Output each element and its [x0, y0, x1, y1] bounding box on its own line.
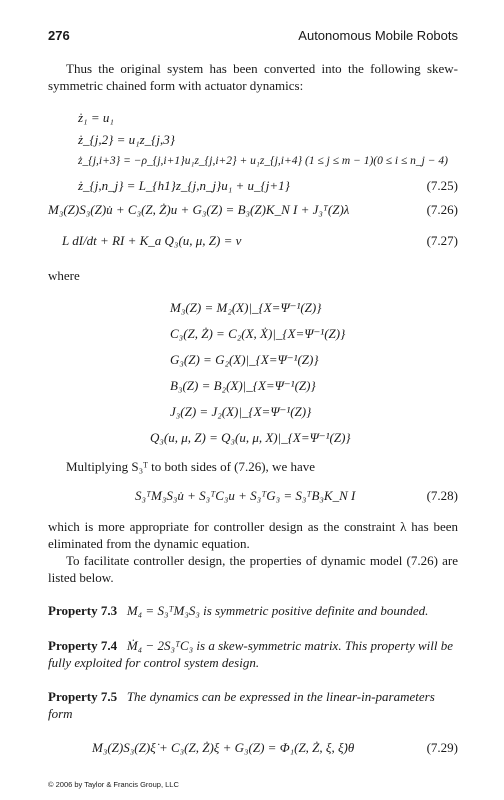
property-7-4-label: Property 7.4	[48, 638, 118, 653]
property-7-3-label: Property 7.3	[48, 603, 118, 618]
where-label: where	[48, 268, 80, 283]
equation-zj2: ż_{j,2} = u₁z_{j,3}	[78, 132, 175, 147]
definition-b3: B₃(Z) = B₂(X)|_{X=Ψ⁻¹(Z)}	[170, 378, 316, 393]
definition-j3: J₃(Z) = J₂(X)|_{X=Ψ⁻¹(Z)}	[170, 404, 312, 419]
copyright-footer: © 2006 by Taylor & Francis Group, LLC	[48, 780, 179, 789]
equation-7-28: S₃ᵀM₃S₃u̇ + S₃ᵀC₃u + S₃ᵀG₃ = S₃ᵀB₃K_N I	[135, 488, 356, 503]
property-7-3	[48, 602, 460, 619]
equation-number-7-26: (7.26)	[426, 202, 458, 217]
equation-number-7-29: (7.29)	[426, 740, 458, 755]
equation-7-26: M₃(Z)S₃(Z)u̇ + C₃(Z, Ż)u + G₃(Z) = B₃(Z)K_N I + J₃ᵀ(Z)λ	[48, 202, 350, 217]
running-title: Autonomous Mobile Robots	[298, 28, 458, 43]
definition-m3: M₃(Z) = M₂(X)|_{X=Ψ⁻¹(Z)}	[170, 300, 322, 315]
definition-g3: G₃(Z) = G₂(X)|_{X=Ψ⁻¹(Z)}	[170, 352, 319, 367]
after-paragraph-2: To facilitate controller design, the properties of dynamic model (7.26) are listed below.	[48, 553, 458, 585]
intro-paragraph: Thus the original system has been converted into the following skew-symmetric chained form with actuator dynamics:	[48, 61, 458, 93]
property-7-5-text: The dynamics can be expressed in the linear-in-parameters form	[48, 689, 435, 721]
equation-7-29: M₃(Z)S₃(Z)ξ̇ + C₃(Z, Ż)ξ + G₃(Z) = Φ₁(Z, Ż, ξ, ξ̇)θ	[92, 740, 355, 755]
equation-zjnj: ż_{j,n_j} = L_{h1}z_{j,n_j}u₁ + u_{j+1}	[78, 178, 290, 193]
equation-zji3: ż_{j,i+3} = −ρ_{j,i+1}u₁z_{j,i+2} + u₁z_{j,i+4} (1 ≤ j ≤ m − 1)(0 ≤ i ≤ n_j − 4)	[78, 155, 448, 167]
definition-q3: Q₃(u, μ, Z) = Q₃(u, μ, X)|_{X=Ψ⁻¹(Z)}	[150, 430, 351, 445]
page-number: 276	[48, 28, 70, 43]
equation-number-7-25: (7.25)	[426, 178, 458, 193]
equation-number-7-27: (7.27)	[426, 233, 458, 248]
property-7-5-label: Property 7.5	[48, 689, 118, 704]
property-7-4	[48, 637, 460, 671]
multiplying-text: Multiplying S₃ᵀ to both sides of (7.26), we have	[66, 459, 315, 474]
property-7-4-text: Ṁ₄ − 2S₃ᵀC₃ is a skew-symmetric matrix. This property will be fully exploited for control system design.	[48, 638, 454, 670]
definition-c3: C₃(Z, Ż) = C₂(X, Ẋ)|_{X=Ψ⁻¹(Z)}	[170, 326, 346, 341]
after-paragraph-1: which is more appropriate for controller design as the constraint λ has been eliminated from the dynamic equation.	[48, 519, 458, 551]
property-7-3-text: M₄ = S₃ᵀM₃S₃ is symmetric positive definite and bounded.	[126, 603, 429, 618]
property-7-5	[48, 688, 460, 722]
equation-number-7-28: (7.28)	[426, 488, 458, 503]
equation-z1: ż₁ = u₁	[78, 110, 114, 125]
equation-7-27: L dI/dt + RI + K_a Q₃(u, μ, Z) = ν	[62, 233, 242, 248]
